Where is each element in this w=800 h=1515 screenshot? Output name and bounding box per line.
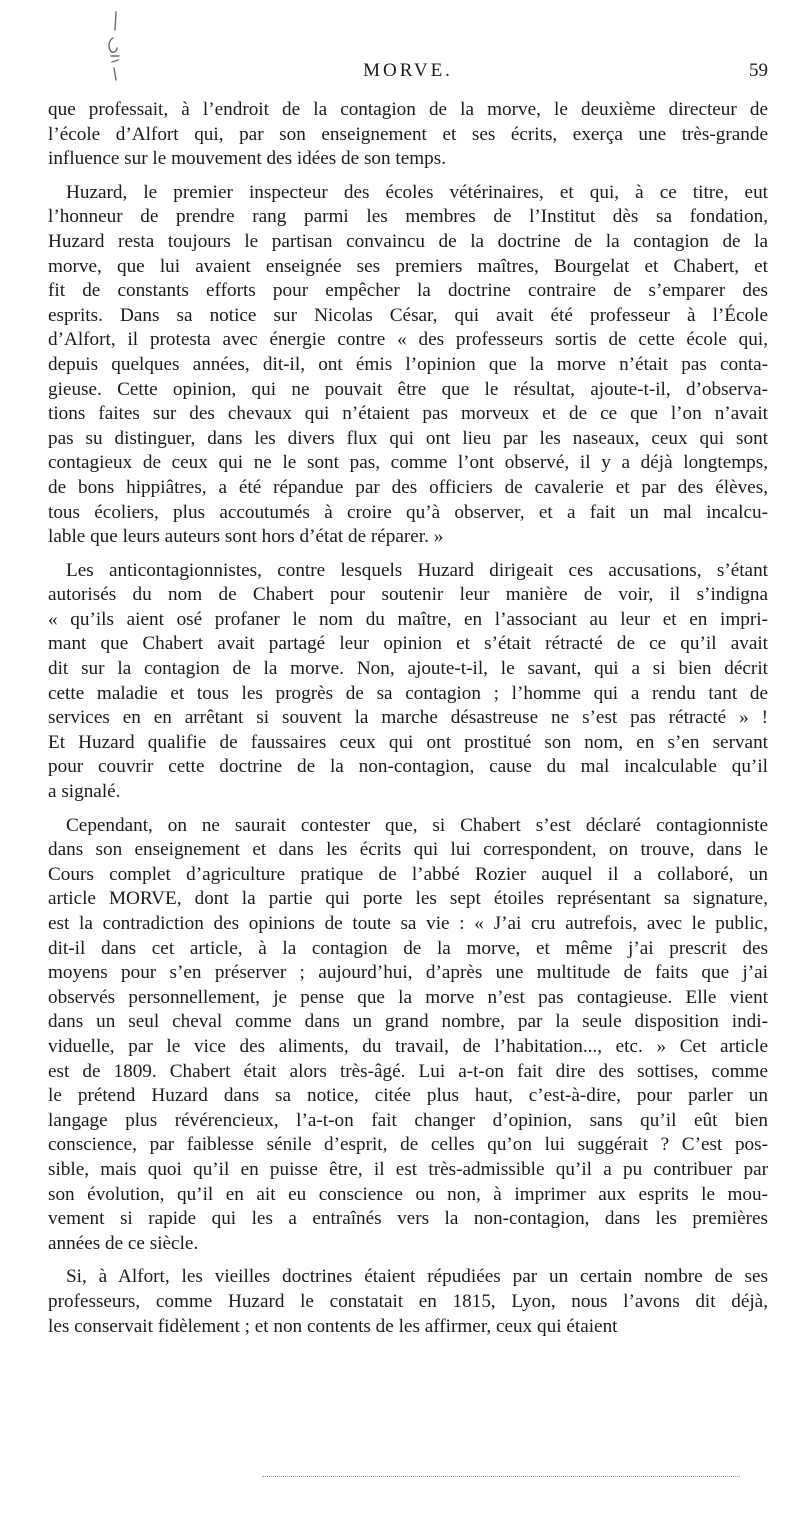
text-line: de bons hippiâtres, a été répandue par des officiers de cavalerie et par des élèves, — [48, 476, 768, 498]
text-line: conscience, par faiblesse sénile d’esprit, de celles qu’on lui suggérait ? C’est pos- — [48, 1134, 768, 1156]
text-line: Huzard, le premier inspecteur des écoles vétérinaires, et qui, à ce titre, eut — [66, 181, 768, 203]
text-line: l’école d’Alfort qui, par son enseignement et ses écrits, exerça une très-grande — [48, 123, 768, 145]
text-line: contagieux de ceux qui ne le sont pas, comme l’ont observé, il y a déjà longtemps, — [48, 452, 768, 474]
text-line: fit de constants efforts pour empêcher la doctrine contraire de s’emparer des — [48, 280, 768, 302]
paragraph — [48, 98, 768, 172]
text-line: Cependant, on ne saurait contester que, si Chabert s’est déclaré contagionniste — [66, 814, 768, 836]
paragraph — [48, 181, 768, 550]
text-line: observés personnellement, je pense que la morve n’est pas contagieuse. Elle vient — [48, 986, 768, 1008]
paragraph — [48, 1265, 768, 1339]
body-text — [48, 98, 768, 1339]
text-line: Si, à Alfort, les vieilles doctrines étaient répudiées par un certain nombre de ses — [66, 1266, 768, 1288]
text-line: l’honneur de prendre rang parmi les membres de l’Institut dès sa fondation, — [48, 206, 768, 228]
text-line: influence sur le mouvement des idées de son temps. — [48, 148, 447, 170]
text-line: viduelle, par le vice des aliments, du travail, de l’habitation..., etc. » Cet article — [48, 1035, 768, 1057]
text-line: gieuse. Cette opinion, qui ne pouvait être que le résultat, ajoute-t-il, d’observa- — [48, 378, 768, 400]
text-line: les conservait fidèlement ; et non contents de les affirmer, ceux qui étaient — [48, 1315, 618, 1337]
text-line: d’Alfort, il protesta avec énergie contre « des professeurs sortis de cette école qui, — [48, 329, 768, 351]
text-line: morve, que lui avaient enseignée ses premiers maîtres, Bourgelat et Chabert, et — [48, 255, 768, 277]
running-head — [48, 60, 768, 88]
text-line: moyens pour s’en préserver ; aujourd’hui, d’après une multitude de faits que j’ai — [48, 962, 768, 984]
text-line: vement si rapide qui les a entraînés vers la non-contagion, dans les premières — [48, 1208, 768, 1230]
text-line: Les anticontagionnistes, contre lesquels Huzard dirigeait ces accusations, s’étant — [66, 559, 768, 581]
text-line: autorisés du nom de Chabert pour soutenir leur manière de voir, il s’indigna — [48, 584, 768, 606]
text-line: est de 1809. Chabert était alors très-âgé. Lui a-t-on fait dire des sottises, comme — [48, 1060, 768, 1082]
text-line: mant que Chabert avait partagé leur opinion et s’était rétracté de ce qu’il avait — [48, 633, 768, 655]
text-line: esprits. Dans sa notice sur Nicolas César, qui avait été professeur à l’École — [48, 304, 768, 326]
text-line: dans un seul cheval comme dans un grand nombre, par la seule disposition indi- — [48, 1011, 768, 1033]
text-line: dans son enseignement et dans les écrits qui lui correspondent, on trouve, dans le — [48, 839, 768, 861]
text-line: depuis quelques années, dit-il, ont émis l’opinion que la morve n’était pas conta- — [48, 353, 768, 375]
text-line: années de ce siècle. — [48, 1232, 199, 1254]
text-line: « qu’ils aient osé profaner le nom du maître, en l’associant au leur et en impri- — [48, 608, 768, 630]
text-line: pour couvrir cette doctrine de la non-contagion, cause du mal incalculable qu’il — [48, 756, 768, 778]
text-line: dit-il dans cet article, à la contagion de la morve, et même j’ai prescrit des — [48, 937, 768, 959]
text-line: son évolution, qu’il en ait eu conscience ou non, à imprimer aux esprits le mou- — [48, 1183, 768, 1205]
text-line: tions faites sur des chevaux qui n’étaient pas morveux et de ce que l’on n’avait — [48, 403, 768, 425]
text-line: Cours complet d’agriculture pratique de l’abbé Rozier auquel il a collaboré, un — [48, 863, 768, 885]
text-line: Huzard resta toujours le partisan convaincu de la doctrine de la contagion de la — [48, 230, 768, 252]
text-line: langage plus révérencieux, l’a-t-on fait changer d’opinion, sans qu’il eût bien — [48, 1109, 768, 1131]
text-line: Et Huzard qualifie de faussaires ceux qui ont prostitué son nom, en s’en servant — [48, 731, 768, 753]
text-line: que professait, à l’endroit de la contagion de la morve, le deuxième directeur de — [48, 99, 768, 120]
text-line: cette maladie et tous les progrès de sa contagion ; l’homme qui a rendu tant de — [48, 682, 768, 704]
text-line: dit sur la contagion de la morve. Non, ajoute-t-il, le savant, qui a si bien décrit — [48, 658, 768, 680]
page-number: 59 — [749, 60, 768, 81]
footer-rule — [262, 1476, 740, 1477]
running-title: MORVE. — [363, 60, 453, 81]
text-line: sible, mais quoi qu’il en puisse être, il est très-admissible qu’il a pu contribuer par — [48, 1158, 768, 1180]
text-line: pas su distinguer, dans les divers flux qui ont lieu par les naseaux, ceux qui sont — [48, 427, 768, 449]
paragraph — [48, 559, 768, 805]
text-line: article MORVE, dont la partie qui porte les sept étoiles représentant sa signature, — [48, 888, 768, 910]
text-line: tous écoliers, plus accoutumés à croire qu’à observer, et a fait un mal incalcu- — [48, 501, 768, 523]
text-line: est la contradiction des opinions de toute sa vie : « J’ai cru autrefois, avec le public, — [48, 913, 768, 934]
text-line: a signalé. — [48, 781, 121, 803]
text-line: le prétend Huzard dans sa notice, citée plus haut, c’est-à-dire, pour parler un — [48, 1085, 768, 1107]
text-line: services en en arrêtant si souvent la marche désastreuse ne s’est pas rétracté » ! — [48, 707, 768, 729]
text-line: lable que leurs auteurs sont hors d’état de réparer. » — [48, 526, 444, 548]
text-line: professeurs, comme Huzard le constatait en 1815, Lyon, nous l’avons dit déjà, — [48, 1290, 768, 1312]
paragraph — [48, 814, 768, 1257]
